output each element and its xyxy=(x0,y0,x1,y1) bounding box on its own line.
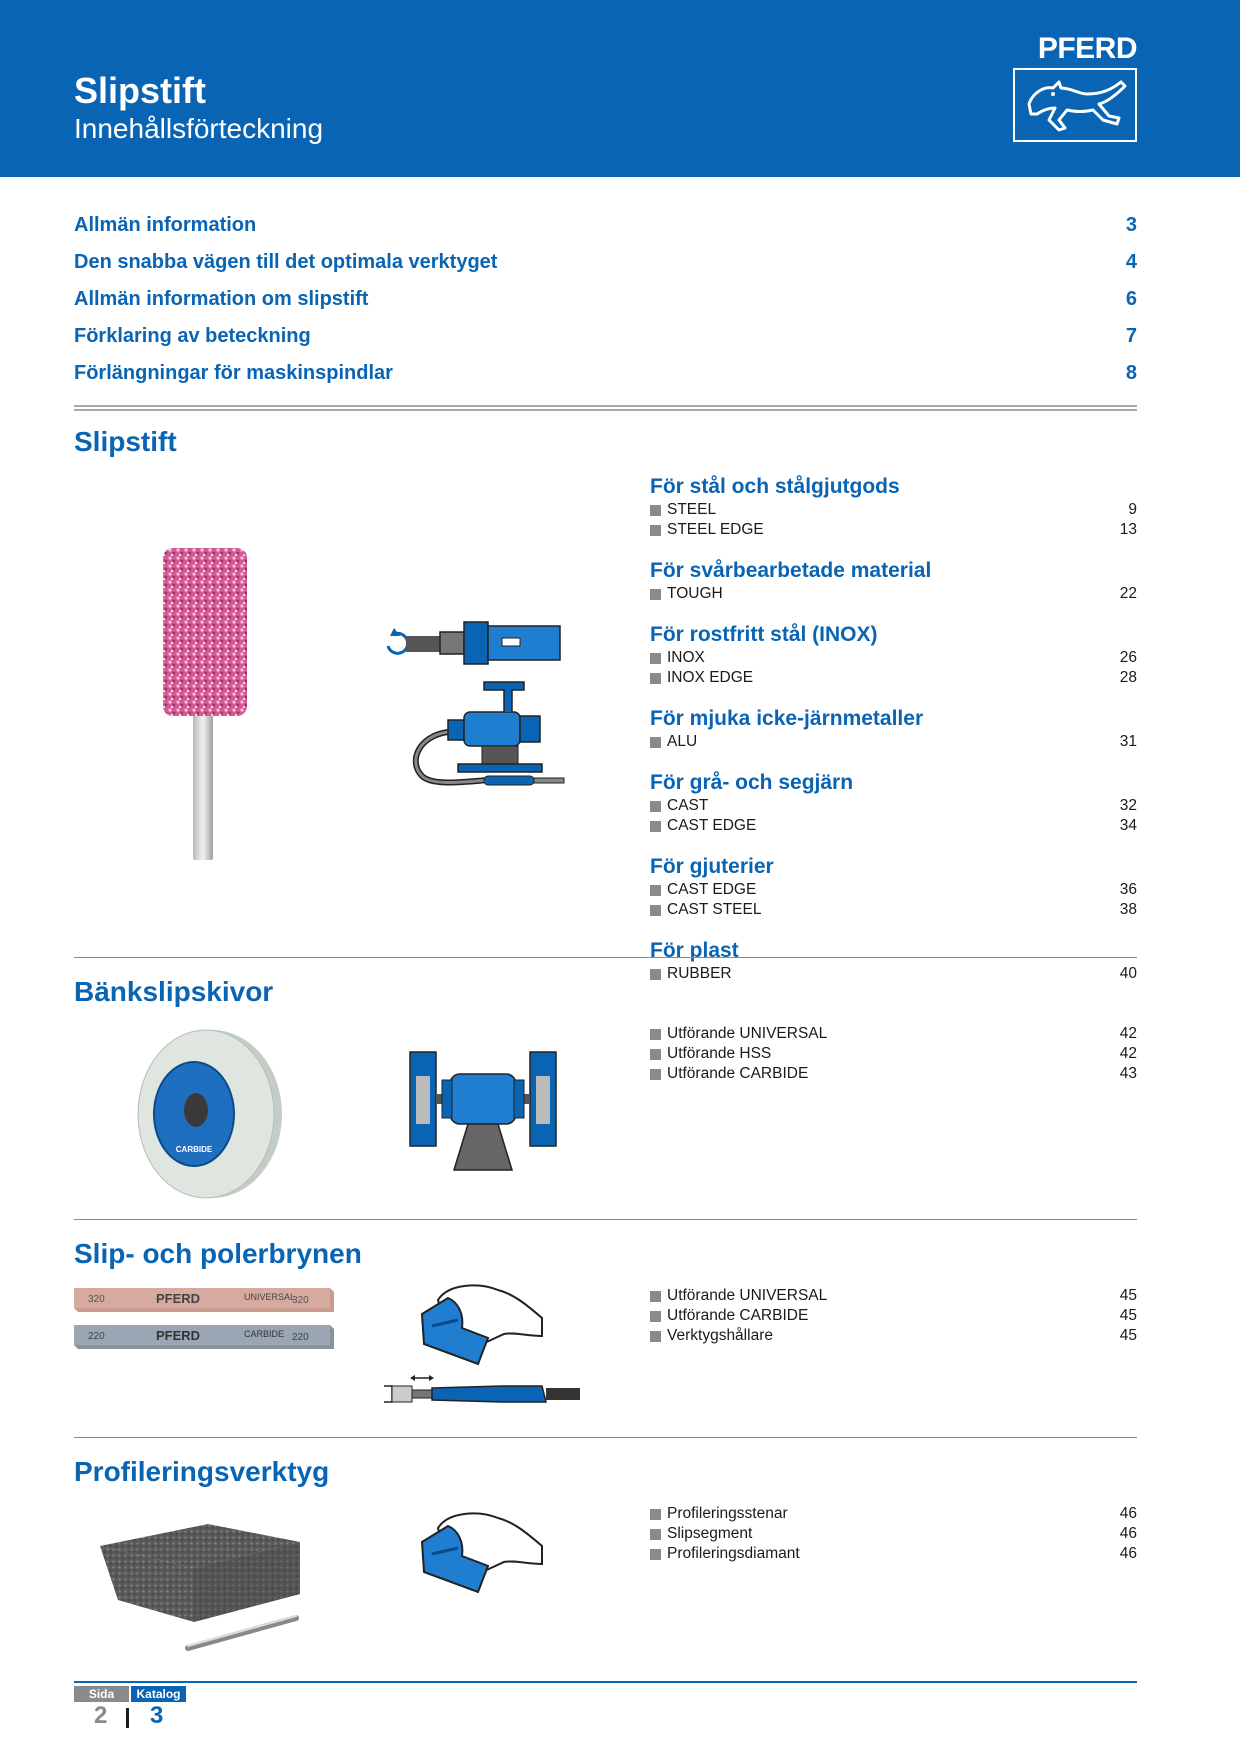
list-item[interactable] xyxy=(650,1326,1137,1346)
group-title[interactable]: För grå- och segjärn xyxy=(650,771,854,794)
item-page: 45 xyxy=(1119,1307,1137,1324)
item-page: 42 xyxy=(1119,1025,1137,1042)
list-item[interactable] xyxy=(650,584,1137,604)
section-title-slipstift: Slipstift xyxy=(74,426,177,457)
polishing-stone-universal xyxy=(74,1288,334,1317)
group-title[interactable]: För rostfritt stål (INOX) xyxy=(650,623,878,646)
slipstift-list xyxy=(650,474,1137,984)
pferd-logo xyxy=(1013,32,1137,142)
item-page: 40 xyxy=(1119,965,1137,982)
toc-row[interactable] xyxy=(74,214,1137,251)
item-label: Slipsegment xyxy=(667,1525,753,1542)
page-number-sida: 2 xyxy=(94,1702,108,1729)
profil-list xyxy=(650,1504,1137,1564)
item-page: 22 xyxy=(1119,585,1137,602)
item-label: INOX xyxy=(667,649,705,666)
item-label: Verktygshållare xyxy=(667,1327,773,1344)
stone-type: CARBIDE xyxy=(244,1329,285,1339)
list-item[interactable] xyxy=(650,500,1137,520)
group-title[interactable]: För gjuterier xyxy=(650,855,774,878)
section-title-profil: Profileringsverktyg xyxy=(74,1456,330,1487)
section-title-bankslip: Bänkslipskivor xyxy=(74,976,274,1007)
group-title[interactable]: För mjuka icke-järnmetaller xyxy=(650,707,924,730)
bullet-square-icon xyxy=(650,969,661,980)
item-page: 13 xyxy=(1119,521,1137,538)
bullet-square-icon xyxy=(650,1029,661,1040)
brynen-list xyxy=(650,1286,1137,1346)
item-label: Utförande UNIVERSAL xyxy=(667,1287,828,1304)
bullet-square-icon xyxy=(650,885,661,896)
list-item[interactable] xyxy=(650,1044,1137,1064)
toc-page: 4 xyxy=(1125,251,1137,273)
toc-label: Allmän information xyxy=(74,214,257,236)
section-divider xyxy=(74,1437,1137,1438)
toc-row[interactable] xyxy=(74,251,1137,288)
page-number-separator xyxy=(126,1708,129,1728)
item-label: CAST xyxy=(667,797,709,814)
header-band xyxy=(0,0,1240,177)
brand-name: PFERD xyxy=(1037,32,1137,65)
item-page: 42 xyxy=(1119,1045,1137,1062)
bench-grinder-image xyxy=(408,1050,558,1179)
wheel-label: CARBIDE xyxy=(175,1145,213,1154)
list-item[interactable] xyxy=(650,1544,1137,1564)
item-label: INOX EDGE xyxy=(667,669,754,686)
group-title[interactable]: För stål och stålgjutgods xyxy=(650,475,900,498)
bullet-square-icon xyxy=(650,673,661,684)
item-label: CAST STEEL xyxy=(667,901,762,918)
stone-grit: 320 xyxy=(292,1295,309,1306)
item-page: 32 xyxy=(1119,797,1137,814)
intro-toc xyxy=(74,214,1137,399)
item-page: 36 xyxy=(1119,881,1137,898)
list-item[interactable] xyxy=(650,648,1137,668)
item-label: CAST EDGE xyxy=(667,817,757,834)
stone-brand: PFERD xyxy=(156,1328,201,1343)
bullet-square-icon xyxy=(650,737,661,748)
list-item[interactable] xyxy=(650,520,1137,540)
item-label: ALU xyxy=(667,733,698,750)
list-item[interactable] xyxy=(650,964,1137,984)
bullet-square-icon xyxy=(650,653,661,664)
item-label: TOUGH xyxy=(667,585,723,602)
page-title: Slipstift xyxy=(74,70,206,111)
footer-sida-tab: Sida xyxy=(74,1686,129,1702)
bullet-square-icon xyxy=(650,1549,661,1560)
group-title[interactable]: För svårbearbetade material xyxy=(650,559,932,582)
list-item[interactable] xyxy=(650,1524,1137,1544)
footer-katalog-tab: Katalog xyxy=(131,1686,186,1702)
bullet-square-icon xyxy=(650,905,661,916)
item-label: STEEL EDGE xyxy=(667,521,764,538)
section-divider xyxy=(74,1219,1137,1220)
item-page: 46 xyxy=(1119,1505,1137,1522)
hand-stone-image xyxy=(418,1280,548,1375)
bullet-square-icon xyxy=(650,1291,661,1302)
bullet-square-icon xyxy=(650,801,661,812)
horse-logo-frame xyxy=(1013,68,1137,142)
list-item[interactable] xyxy=(650,732,1137,752)
page-number-katalog: 3 xyxy=(150,1702,164,1729)
list-item[interactable] xyxy=(650,1286,1137,1306)
bullet-square-icon xyxy=(650,589,661,600)
stone-brand: PFERD xyxy=(156,1291,201,1306)
stone-grit: 220 xyxy=(292,1332,309,1343)
bankslip-list xyxy=(650,1024,1137,1084)
list-item[interactable] xyxy=(650,1064,1137,1084)
toc-page: 6 xyxy=(1125,288,1137,310)
item-page: 43 xyxy=(1119,1065,1137,1082)
section-divider xyxy=(74,957,1137,958)
bullet-square-icon xyxy=(650,1311,661,1322)
bullet-square-icon xyxy=(650,525,661,536)
list-item[interactable] xyxy=(650,1504,1137,1524)
hand-file-tool-image xyxy=(382,1372,584,1413)
bullet-square-icon xyxy=(650,1529,661,1540)
toc-page: 8 xyxy=(1125,362,1137,384)
toc-page: 7 xyxy=(1125,325,1137,347)
toc-row[interactable] xyxy=(74,362,1137,399)
item-label: CAST EDGE xyxy=(667,881,757,898)
hand-stone-image xyxy=(418,1508,548,1603)
flex-shaft-motor-image xyxy=(408,672,588,797)
mounted-point-image xyxy=(160,548,250,869)
list-item[interactable] xyxy=(650,668,1137,688)
toc-row[interactable] xyxy=(74,325,1137,362)
item-page: 46 xyxy=(1119,1525,1137,1542)
item-label: Utförande UNIVERSAL xyxy=(667,1025,828,1042)
toc-row[interactable] xyxy=(74,288,1137,325)
toc-divider xyxy=(74,405,1137,411)
item-label: Utförande HSS xyxy=(667,1045,772,1062)
toc-page: 3 xyxy=(1125,214,1137,236)
item-label: Utförande CARBIDE xyxy=(667,1307,809,1324)
section-title-brynen: Slip- och polerbrynen xyxy=(74,1238,362,1269)
stone-grit: 320 xyxy=(88,1294,105,1305)
stone-type: UNIVERSAL xyxy=(244,1292,296,1302)
item-label: Utförande CARBIDE xyxy=(667,1065,809,1082)
item-page: 9 xyxy=(1128,501,1137,518)
list-item[interactable] xyxy=(650,880,1137,900)
item-page: 26 xyxy=(1119,649,1137,666)
polishing-stone-carbide xyxy=(74,1325,334,1354)
list-item[interactable] xyxy=(650,1024,1137,1044)
item-page: 38 xyxy=(1119,901,1137,918)
item-label: Profileringsstenar xyxy=(667,1505,788,1522)
item-page: 46 xyxy=(1119,1545,1137,1562)
toc-label: Förklaring av beteckning xyxy=(74,325,311,347)
footer-rule xyxy=(74,1681,1137,1683)
toc-label: Förlängningar för maskinspindlar xyxy=(74,362,393,384)
list-item[interactable] xyxy=(650,900,1137,920)
item-page: 45 xyxy=(1119,1287,1137,1304)
item-page: 28 xyxy=(1119,669,1137,686)
bullet-square-icon xyxy=(650,1331,661,1342)
list-item[interactable] xyxy=(650,816,1137,836)
list-item[interactable] xyxy=(650,1306,1137,1326)
list-item[interactable] xyxy=(650,796,1137,816)
dressing-stone-image xyxy=(100,1524,306,1659)
bullet-square-icon xyxy=(650,821,661,832)
straight-grinder-image xyxy=(382,612,582,677)
item-label: RUBBER xyxy=(667,965,732,982)
page-subtitle: Innehållsförteckning xyxy=(74,113,324,144)
toc-label: Allmän information om slipstift xyxy=(74,288,369,310)
item-page: 34 xyxy=(1119,817,1137,834)
horse-icon xyxy=(1015,70,1135,140)
bullet-square-icon xyxy=(650,1509,661,1520)
toc-label: Den snabba vägen till det optimala verktyget xyxy=(74,251,498,273)
group-title[interactable]: För plast xyxy=(650,939,739,962)
bench-wheel-image xyxy=(130,1022,286,1207)
item-page: 31 xyxy=(1119,733,1137,750)
bullet-square-icon xyxy=(650,1049,661,1060)
item-label: Profileringsdiamant xyxy=(667,1545,800,1562)
stone-grit: 220 xyxy=(88,1331,105,1342)
item-label: STEEL xyxy=(667,501,717,518)
bullet-square-icon xyxy=(650,1069,661,1080)
bullet-square-icon xyxy=(650,505,661,516)
item-page: 45 xyxy=(1119,1327,1137,1344)
